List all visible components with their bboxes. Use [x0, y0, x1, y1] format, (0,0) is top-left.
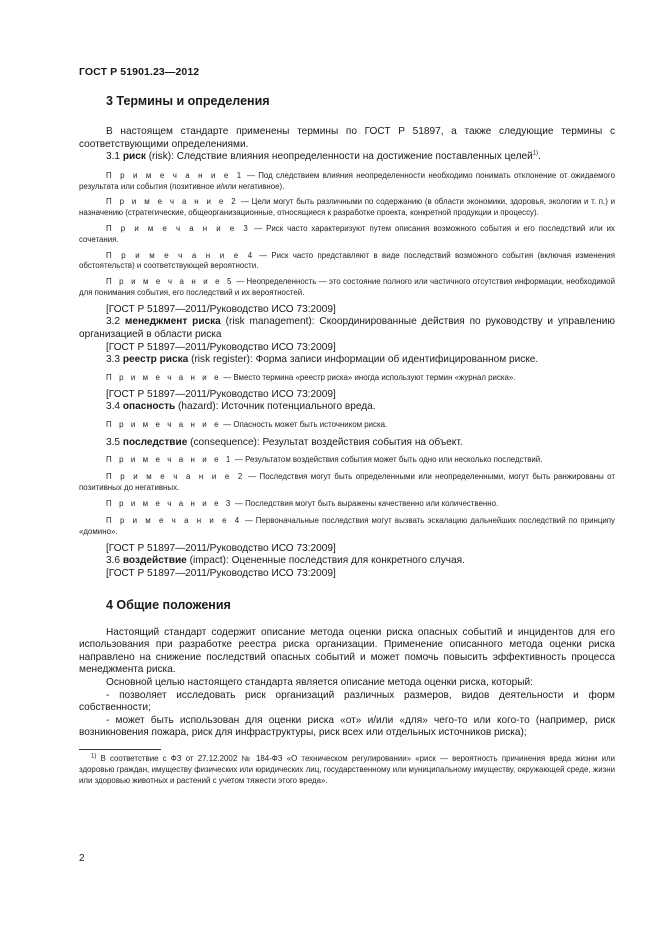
- term-3-6: 3.6 воздействие (impact): Оцененные последствия для конкретного случая.: [106, 555, 465, 567]
- term-3-2: 3.2 менеджмент риска (risk management): Скоординированные действия по руководству и управлению организацией в области риска: [79, 316, 615, 340]
- note-3-1-1: П р и м е ч а н и е 1 — Под следствием влияния неопределенности необходимо понимать отклонение от ожидаемого результата или события (позитивное и/или негативное).: [79, 170, 615, 191]
- note-3-1-4: П р и м е ч а н и е 4 — Риск часто представляют в виде последствий возможного события (включая изменения обстоятельств) и соответствующей вероятности.: [79, 250, 615, 271]
- note-3-5-3: П р и м е ч а н и е 3 — Последствия могут быть выражены качественно или количественно.: [106, 499, 499, 509]
- note-3-1-5: П р и м е ч а н и е 5 — Неопределенность — это состояние полного или частичного отсутствия информации, необходимой для понимания события, его последствий и их вероятностей.: [79, 277, 615, 297]
- term-name: риск: [122, 151, 146, 163]
- reference-2: [ГОСТ Р 51897—2011/Руководство ИСО 73:2009]: [106, 341, 336, 353]
- note-3-3: П р и м е ч а н и е — Вместо термина «реестр риска» иногда используют термин «журнал риска».: [106, 372, 516, 382]
- note-3-5-1: П р и м е ч а н и е 1 — Результатом воздействия события может быть одно или несколько последствий.: [106, 455, 543, 465]
- section-4-title: 4 Общие положения: [106, 597, 231, 612]
- section-4-paragraph-1: Настоящий стандарт содержит описание метода оценки риска опасных событий и инцидентов для его использования при разработке реестра риска организации. Применение описанного метода оценки риска направлено на снижение последствий опасных событий и может помочь повысить эффективность процесса менеджмента риска.: [79, 626, 615, 676]
- footnote: $^{1)}$ В соответствие с ФЗ от 27.12.2002 № 184-ФЗ «О техническом регулировании» «риск — вероятность причинения вреда жизни или здоровью граждан, имуществу физических или юридических лиц, государственному или муниципальному имуществу, окружающей среде, жизни или здоровью животных и растений с учетом тяжести этого вреда».: [79, 753, 615, 785]
- section-4-bullet-2: - может быть использован для оценки риска «от» и/или «для» чего-то или кого-то (например, риск возникновения пожара, риск для инфраструктуры, риск всех или отдельных источников риска);: [79, 714, 615, 739]
- term-definition: (risk): Следствие влияния неопределенности на достижение поставленных целей: [145, 151, 533, 163]
- reference-5: [ГОСТ Р 51897—2011/Руководство ИСО 73:2009]: [106, 568, 336, 580]
- term-3-3: 3.3 реестр риска (risk register): Форма записи информации об идентифицированном риске.: [106, 354, 539, 366]
- section-4-paragraph-2: Основной целью настоящего стандарта является описание метода оценки риска, который:: [106, 677, 533, 689]
- section-3-title: 3 Термины и определения: [106, 94, 270, 108]
- page-number: 2: [79, 853, 85, 864]
- document-header: ГОСТ Р 51901.23—2012: [79, 66, 200, 78]
- page-content: [79, 93, 615, 786]
- term-number: 3.1: [106, 151, 123, 163]
- term-3-1: 3.1 риск (risk): Следствие влияния неопределенности на достижение поставленных целей$^{1)}$.: [106, 150, 541, 163]
- section-4-bullet-1: - позволяет исследовать риск организаций различных размеров, видов деятельности и форм собственности;: [79, 689, 615, 714]
- reference-4: [ГОСТ Р 51897—2011/Руководство ИСО 73:2009]: [106, 542, 336, 554]
- note-3-1-3: П р и м е ч а н и е 3 — Риск часто характеризуют путем описания возможного события и его последствий или их сочетания.: [79, 223, 615, 244]
- note-3-5-2: П р и м е ч а н и е 2 — Последствия могут быть определенными или неопределенными, могут быть ранжированы от позитивных до негативных.: [79, 471, 615, 492]
- reference-3: [ГОСТ Р 51897—2011/Руководство ИСО 73:2009]: [106, 388, 336, 400]
- section-3-intro: В настоящем стандарте применены термины по ГОСТ Р 51897, а также следующие термины с соответствующими определениями.: [79, 126, 615, 150]
- term-3-5: 3.5 последствие (consequence): Результат воздействия события на объект.: [106, 436, 463, 448]
- note-3-1-2: П р и м е ч а н и е 2 — Цели могут быть различными по содержанию (в области экономики, здоровья, экологии и т. п.) и назначению (стратегические, общеорганизационные, относящиеся к разработке проекта, конкретной продукции и процессу).: [79, 197, 615, 218]
- note-3-5-4: П р и м е ч а н и е 4 — Первоначальные последствия могут вызвать эскалацию дальнейших последствий по принципу «домино».: [79, 516, 615, 537]
- note-3-4: П р и м е ч а н и е — Опасность может быть источником риска.: [106, 419, 388, 429]
- footnote-mark: 1): [532, 150, 539, 157]
- term-3-4: 3.4 опасность (hazard): Источник потенциального вреда.: [106, 401, 376, 413]
- footnote-number: 1): [91, 753, 97, 760]
- reference-1: [ГОСТ Р 51897—2011/Руководство ИСО 73:2009]: [106, 303, 336, 315]
